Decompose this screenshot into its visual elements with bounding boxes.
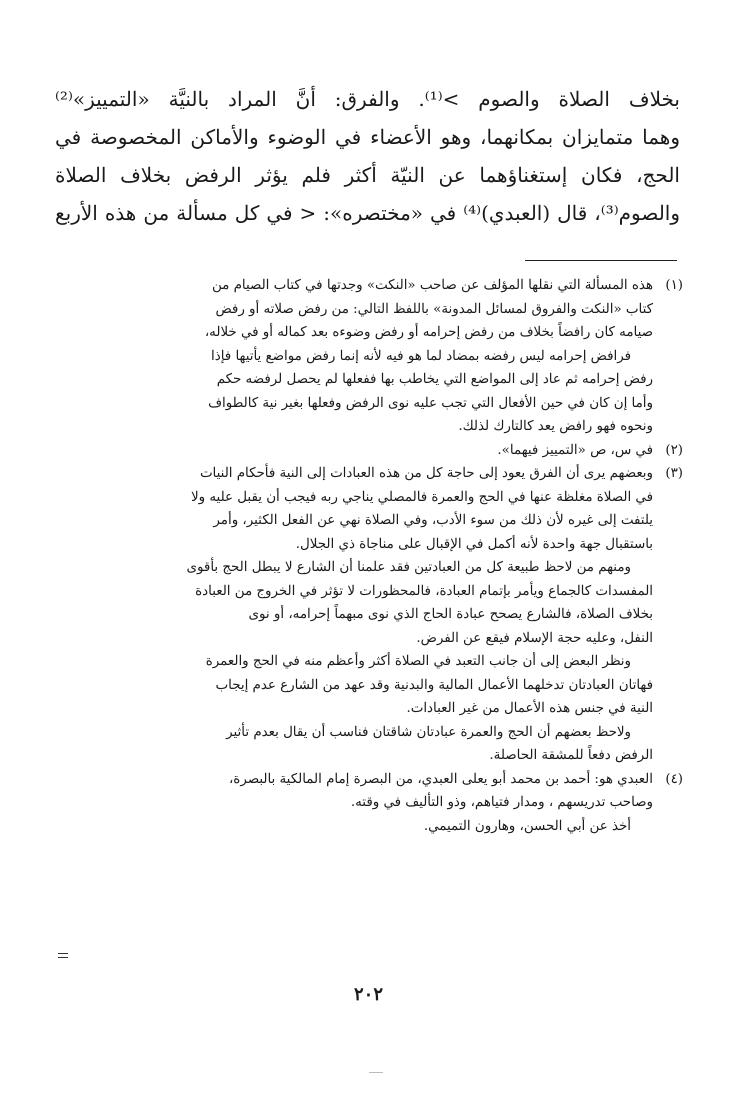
margin-mark [58,953,68,954]
footnote-line: وأما إن كان في حين الأفعال التي تجب عليه نوى الرفض وفعلها بغير نية كالطواف [208,395,653,411]
footnote-line: يلتفت إلى غيره لأن ذلك من سوء الأدب، وفي الصلاة نهي عن الفعل الكثير، وأمر [213,513,653,528]
footnote-line: فرافض إحرامه ليس رفضه بمضاد لما هو فيه لأنه إنما رفض مواضع يأتيها فإذا [211,348,631,364]
footnote-line: الرفض دفعاً للمشقة الحاصلة. [489,748,653,763]
footnote-line: باستقبال جهة واحدة لأنه أكمل في الإقبال على مناجاة ذي الجلال. [295,536,653,552]
footnote-line: ونظر البعض إلى أن جانب التعبد في الصلاة أكثر وأعظم منه في الحج والعمرة [205,654,631,669]
footnote-line: العبدي هو: أحمد بن محمد أبو يعلى العبدي، من البصرة إمام المالكية بالبصرة، [228,771,653,787]
main-text-line: بخلاف الصلاة والصوم >⁽¹⁾. والفرق: أنَّ المراد بالنيَّة «التمييز»⁽²⁾ [55,87,680,111]
footnote-line: فهاتان العبادتان تدخلهما الأعمال المالية والبدنية وقد عهد من الشارع عدم إيجاب [215,677,653,693]
footnote-line: النية في جنس هذه الأعمال من غير العبادات. [406,701,653,716]
footnote-line: كتاب «النكت والفروق لمسائل المدونة» باللفظ التالي: من رفض صلاته أو رفض [215,301,653,317]
footnote-number: (٤) [665,771,683,787]
main-text-line: والصوم⁽³⁾، قال (العبدي)⁽⁴⁾ في «مختصره»: < في كل مسألة من هذه الأربع [55,201,680,225]
footnote-line: ونحوه فهو رافض يعد كالتارك لذلك. [458,419,653,434]
footnote-line: رفض إحرامه ثم عاد إلى المواضع التي يخاطب بها ففعلها لم يحصل لرفضه حكم [216,372,653,387]
footnotes [55,274,683,838]
footnote-line: في الصلاة مغلظة عنها في الحج والعمرة فالمصلي يناجي ربه فيجب أن يقبل عليه ولا [191,489,653,505]
footnote-number: (٢) [665,442,683,458]
footnote-line: النفل، وعليه حجة الإسلام فيقع عن الفرض. [416,630,653,646]
footnote-line: ومنهم من لاحظ طبيعة كل من العبادتين فقد علمنا أن الشارع لا يبطل الحج بأقوى [186,560,631,575]
footnote-line: ولاحظ بعضهم أن الحج والعمرة عبادتان شاقتان فناسب أن يقال بعدم تأثير [226,724,631,740]
footnote-line: هذه المسألة التي نقلها المؤلف عن صاحب «النكت» وجدتها في كتاب الصيام من [211,278,653,293]
footnote-3 [55,462,683,768]
footnote-1 [55,274,683,439]
scan-mark [369,1072,383,1073]
footnote-line: وصاحب تدريسهم ، ومدار فتياهم، وذو التأليف في وقته. [350,795,653,810]
footnote-line: أخذ عن أبي الحسن، وهارون التميمي. [423,818,631,834]
main-text [55,80,680,232]
footnote-line: في س، ص «التمييز فيهما». [497,442,653,458]
footnote-line: بخلاف الصلاة، فالشارع يصحح عبادة الحاج الذي نوى مبهماً إحرامه، أو نوى [248,607,653,622]
page-number: ٢٠٢ [353,984,383,1005]
footnote-number: (١) [665,278,683,293]
footnote-line: المفسدات كالجماع ويأمر بإتمام العبادة، فالمحظورات لا تؤثر في الخروج من العبادة [195,583,653,599]
main-text-line: الحج، فكان إستغناؤهما عن النيّة أكثر فلم يؤثر الرفض بخلاف الصلاة [55,163,680,187]
footnote-4 [55,768,683,839]
main-text-line: وهما متمايزان بمكانهما، وهو الأعضاء في الوضوء والأماكن المخصوصة في [55,125,680,149]
footnote-2 [55,439,683,463]
footnote-number: (٣) [665,466,683,481]
footnote-separator [525,260,677,261]
footnote-line: وبعضهم يرى أن الفرق يعود إلى حاجة كل من هذه العبادات إلى النية فأحكام النيات [199,466,653,481]
footnote-line: صيامه كان رافضاً بخلاف من رفض إحرامه أو رفض وضوءه بعد كماله أو في خلاله، [204,325,653,340]
